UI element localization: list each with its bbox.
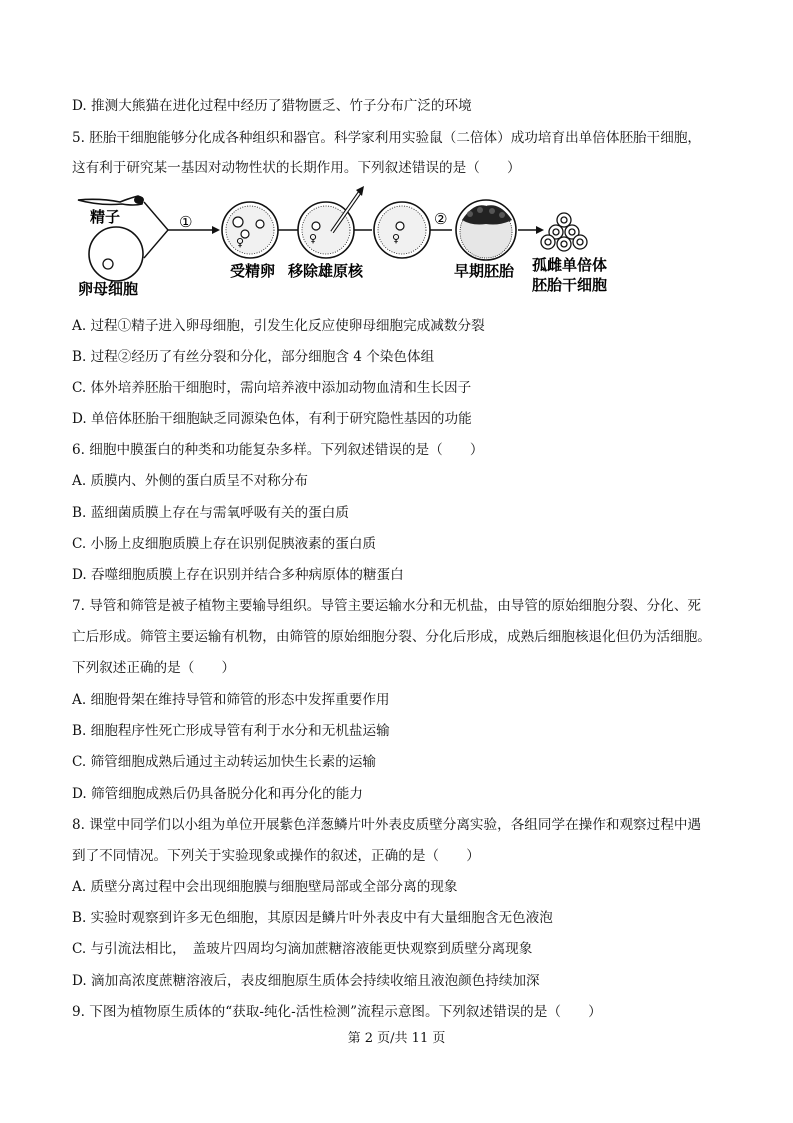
q8-option-c: C. 与引流法相比， 盖玻片四周均匀滴加蔗糖溶液能更快观察到质壁分离现象 (72, 941, 533, 957)
q6-option-a: A. 质膜内、外侧的蛋白质呈不对称分布 (72, 473, 308, 489)
early-embryo-label: 早期胚胎 (454, 262, 515, 280)
q6-stem: 6. 细胞中膜蛋白的种类和功能复杂多样。下列叙述错误的是（ ） (72, 442, 484, 458)
page-footer: 第 2 页/共 11 页 (347, 1031, 446, 1046)
haploid-egg-icon (374, 202, 430, 258)
q5-stem-2: 这有利于研究某一基因对动物性状的长期作用。下列叙述错误的是（ ） (72, 160, 521, 176)
oocyte-label: 卵母细胞 (78, 280, 139, 298)
remove-pronucleus-label: 移除雄原核 (288, 262, 364, 280)
q5-option-c: C. 体外培养胚胎干细胞时，需向培养液中添加动物血清和生长因子 (72, 380, 472, 396)
q8-option-b: B. 实验时观察到许多无色细胞，其原因是鳞片叶外表皮中有大量细胞含无色液泡 (72, 910, 553, 926)
stem-cells-icon (541, 213, 587, 251)
result-label-1: 孤雌单倍体 (532, 256, 608, 274)
step-2-label: ② (434, 210, 448, 228)
step-1-label: ① (179, 213, 193, 231)
svg-text:♀: ♀ (236, 236, 245, 249)
q7-stem-3: 下列叙述正确的是（ ） (72, 660, 236, 676)
q8-stem-2: 到了不同情况。下列关于实验现象或操作的叙述，正确的是（ ） (72, 848, 480, 864)
q5-option-b: B. 过程②经历了有丝分裂和分化，部分细胞含 4 个染色体组 (72, 349, 435, 365)
sperm-icon (78, 196, 144, 205)
embryo-diagram (60, 184, 740, 300)
q6-option-c: C. 小肠上皮细胞质膜上存在识别促胰液素的蛋白质 (72, 536, 377, 552)
q6-option-b: B. 蓝细菌质膜上存在与需氧呼吸有关的蛋白质 (72, 505, 349, 521)
q8-stem-1: 8. 课堂中同学们以小组为单位开展紫色洋葱鳞片叶外表皮质壁分离实验，各组同学在操作和观察过程中遇 (72, 817, 702, 833)
fertilized-egg-label: 受精卵 (230, 262, 276, 280)
q7-stem-2: 亡后形成。筛管主要运输有机物，由筛管的原始细胞分裂、分化后形成，成熟后细胞核退化但仍为活细胞。 (72, 629, 711, 645)
q8-option-d: D. 滴加高浓度蔗糖溶液后，表皮细胞原生质体会持续收缩且液泡颜色持续加深 (72, 973, 540, 989)
q5-stem-1: 5. 胚胎干细胞能够分化成各种组织和器官。科学家利用实验鼠（二倍体）成功培育出单倍体胚胎干细胞， (72, 130, 702, 146)
svg-text:♀: ♀ (392, 232, 401, 245)
oocyte-icon (89, 227, 143, 281)
q5-option-a: A. 过程①精子进入卵母细胞，引发生化反应使卵母细胞完成减数分裂 (72, 318, 485, 334)
q9-stem: 9. 下图为植物原生质体的“获取-纯化-活性检测”流程示意图。下列叙述错误的是（ ） (72, 1004, 602, 1020)
q7-stem-1: 7. 导管和筛管是被子植物主要输导组织。导管主要运输水分和无机盐，由导管的原始细胞分裂、分化、死 (72, 598, 702, 614)
q7-option-d: D. 筛管细胞成熟后仍具备脱分化和再分化的能力 (72, 786, 363, 802)
fertilized-egg-icon (222, 202, 278, 258)
option-d-prev: D. 推测大熊猫在进化过程中经历了猎物匮乏、竹子分布广泛的环境 (72, 98, 472, 114)
q7-option-b: B. 细胞程序性死亡形成导管有利于水分和无机盐运输 (72, 723, 390, 739)
sperm-label: 精子 (90, 208, 121, 226)
q6-option-d: D. 吞噬细胞质膜上存在识别并结合多种病原体的糖蛋白 (72, 567, 404, 583)
q5-option-d: D. 单倍体胚胎干细胞缺乏同源染色体，有利于研究隐性基因的功能 (72, 411, 472, 427)
result-label-2: 胚胎干细胞 (532, 276, 608, 294)
svg-text:♀: ♀ (309, 232, 318, 245)
q7-option-c: C. 筛管细胞成熟后通过主动转运加快生长素的运输 (72, 754, 377, 770)
q8-option-a: A. 质壁分离过程中会出现细胞膜与细胞壁局部或全部分离的现象 (72, 879, 458, 895)
pronucleus-removal-icon (298, 186, 364, 258)
q7-option-a: A. 细胞骨架在维持导管和筛管的形态中发挥重要作用 (72, 692, 390, 708)
early-embryo-icon (456, 200, 516, 260)
